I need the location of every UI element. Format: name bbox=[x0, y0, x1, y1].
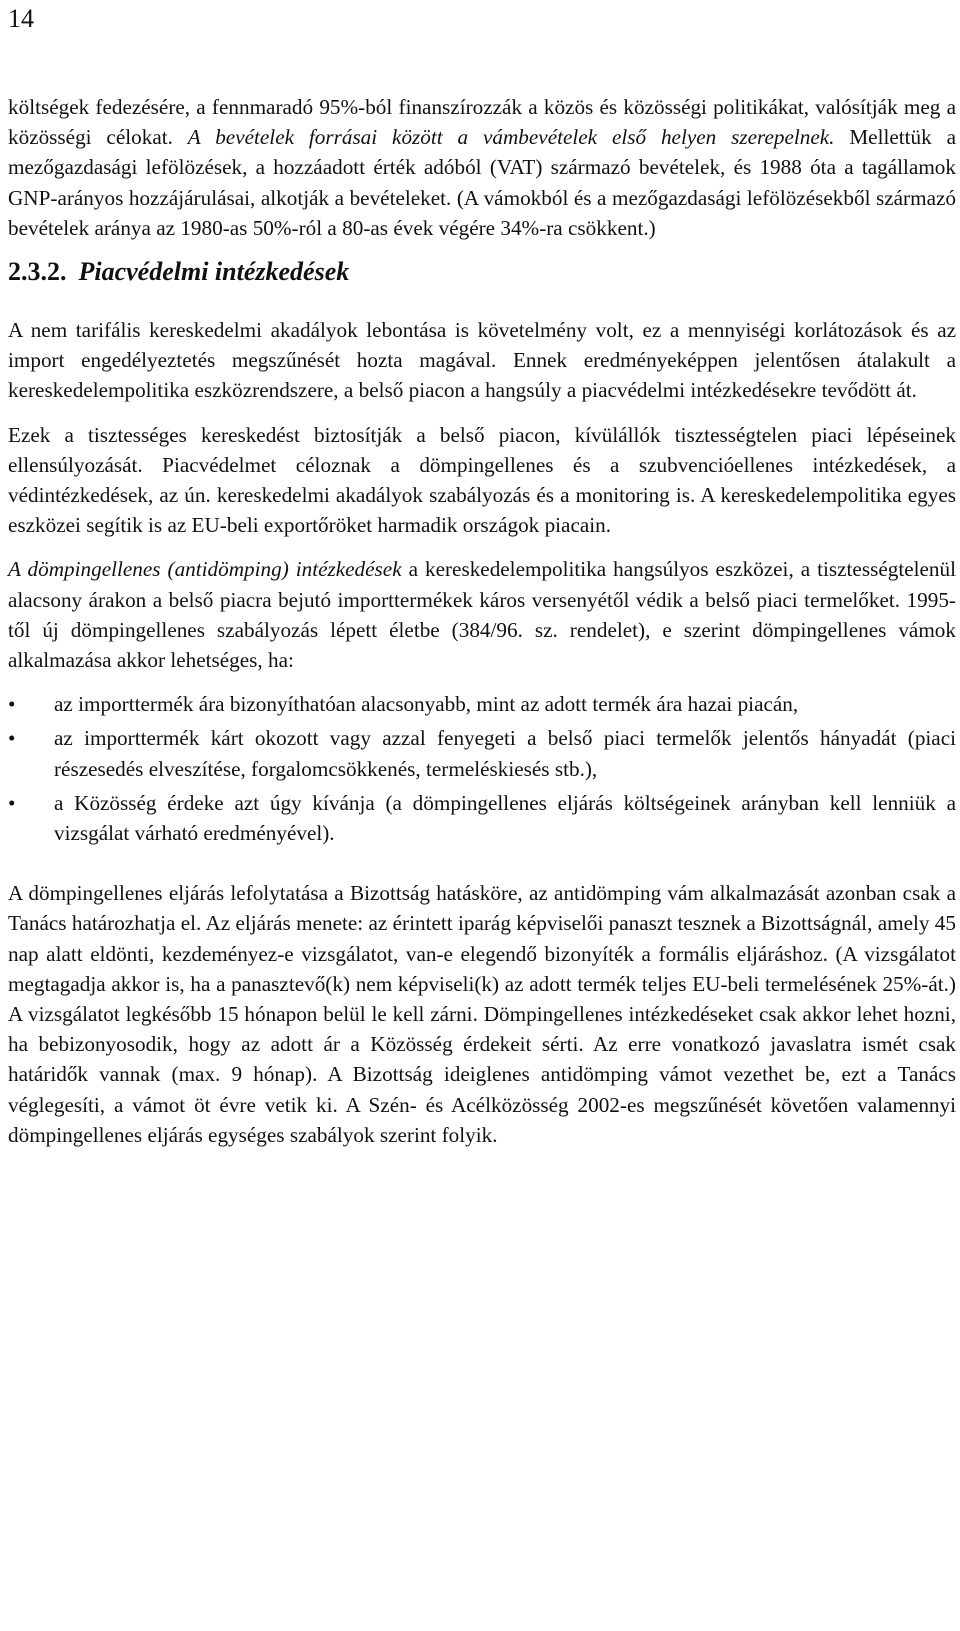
paragraph-gap bbox=[8, 848, 956, 878]
bullet-icon: • bbox=[8, 692, 16, 717]
list-item bbox=[8, 723, 956, 783]
paragraph-fair-trade: Ezek a tisztességes kereskedést biztosítják a belső piacon, kívülállók tisztességtelen piaci lépéseinek ellensúlyozását. Piacvédelmet céloznak a dömpingellenes és a szubvencióellenes intézkedések, a védintézkedések, az ún. kereskedelmi akadályok szabályozás és a monitoring is. A kereskedelempolitika egyes eszközei segítik is az EU-beli exportőröket harmadik országok piacain. bbox=[8, 422, 956, 538]
list-item bbox=[8, 788, 956, 848]
document-body bbox=[8, 92, 956, 1150]
list-item-text: a Közösség érdeke azt úgy kívánja (a dömpingellenes eljárás költségeinek arányban kell lenniük a vizsgálat várható eredményével). bbox=[54, 790, 956, 846]
section-heading bbox=[8, 243, 956, 315]
intro-paragraph bbox=[8, 92, 956, 243]
list-item-text: az importtermék ára bizonyíthatóan alacsonyabb, mint az adott termék ára hazai piacán, bbox=[54, 692, 799, 717]
intro-text-end: Mellettük a mezőgazdasági lefölözések, a hozzáadott érték adóból (VAT) származó bevételek, és 1988 óta a tagállamok GNP-arányos hozzájárulásai, alkotják a bevételeket. (A vámokból és a mezőgazdasági lefölözésekből származó bevételek aránya az 1980-as 50%-ról a 80-as évek végére 34%-ra csökkent.) bbox=[8, 125, 956, 240]
bullet-icon: • bbox=[8, 726, 16, 751]
section-number: 2.3.2. bbox=[8, 257, 67, 287]
antidumping-emphasis: A dömpingellenes (antidömping) intézkedések bbox=[8, 557, 402, 582]
antidumping-text: a kereskedelempolitika hangsúlyos eszközei, a tisztességtelenül alacsony árakon a belső piacra bejutó importtermékek káros versenyétől védik a belső piaci termelőket. 1995-től új dömpingellenes szabályozás lépett életbe (384/96. sz. rendelet), e szerint dömpingellenes vámok alkalmazása akkor lehetséges, ha: bbox=[8, 557, 956, 673]
paragraph-gap bbox=[8, 675, 956, 689]
intro-emphasis: A bevételek forrásai között a vámbevételek első helyen szerepelnek. bbox=[187, 125, 835, 150]
section-title: Piacvédelmi intézkedések bbox=[78, 257, 350, 287]
paragraph-trade-barriers: A nem tarifális kereskedelmi akadályok lebontása is követelmény volt, ez a mennyiségi korlátozások és az import engedélyeztetés megszűnését hozta magával. Ennek eredményeképpen jelentősen átalakult a kereskedelempolitika eszközrendszere, a belső piacon a hangsúly a piacvédelmi intézkedésekre tevődött át. bbox=[8, 318, 956, 403]
list-item bbox=[8, 689, 956, 719]
list-item-text: az importtermék kárt okozott vagy azzal fenyegeti a belső piaci termelők jelentős hányadát (piaci részesedés elveszítése, forgalomcsökkenés, termeléskiesés stb.), bbox=[54, 726, 956, 781]
paragraph-gap bbox=[8, 406, 956, 420]
page-number: 14 bbox=[8, 4, 34, 33]
conditions-list bbox=[8, 689, 956, 848]
paragraph-antidumping bbox=[8, 554, 956, 675]
paragraph-gap bbox=[8, 540, 956, 554]
intro-text-start: költségek fedezésére, a fennmaradó 95%-ból finanszírozzák a közös és közösségi politikákat, valósítják meg a közösségi célokat. bbox=[8, 95, 956, 150]
bullet-icon: • bbox=[8, 790, 16, 815]
paragraph-procedure: A dömpingellenes eljárás lefolytatása a Bizottság hatásköre, az antidömping vám alkalmazását azonban csak a Tanács határozhatja el. Az eljárás menete: az érintett iparág képviselői panaszt tesznek a Bizottságnál, amely 45 nap alatt eldönti, kezdeményez-e vizsgálatot, van-e elegendő bizonyíték a formális eljáráshoz. (A vizsgálatot megtagadja akkor is, ha a panasztevő(k) nem képviseli(k) az adott termék teljes EU-beli termelésének 25%-át.) A vizsgálatot legkésőbb 15 hónapon belül le kell zárni. Dömpingellenes intézkedéseket csak akkor lehet hozni, ha bebizonyosodik, hogy az adott ár a Közösség érdekeit sérti. Az erre vonatkozó javaslatra ismét csak határidők vannak (max. 9 hónap). A Bizottság ideiglenes antidömping vámot vezethet be, ezt a Tanács véglegesíti, a vámot öt évre vetik ki. A Szén- és Acélközösség 2002-es megszűnését követően valamennyi dömpingellenes eljárás egységes szabályok szerint folyik. bbox=[8, 881, 956, 1147]
